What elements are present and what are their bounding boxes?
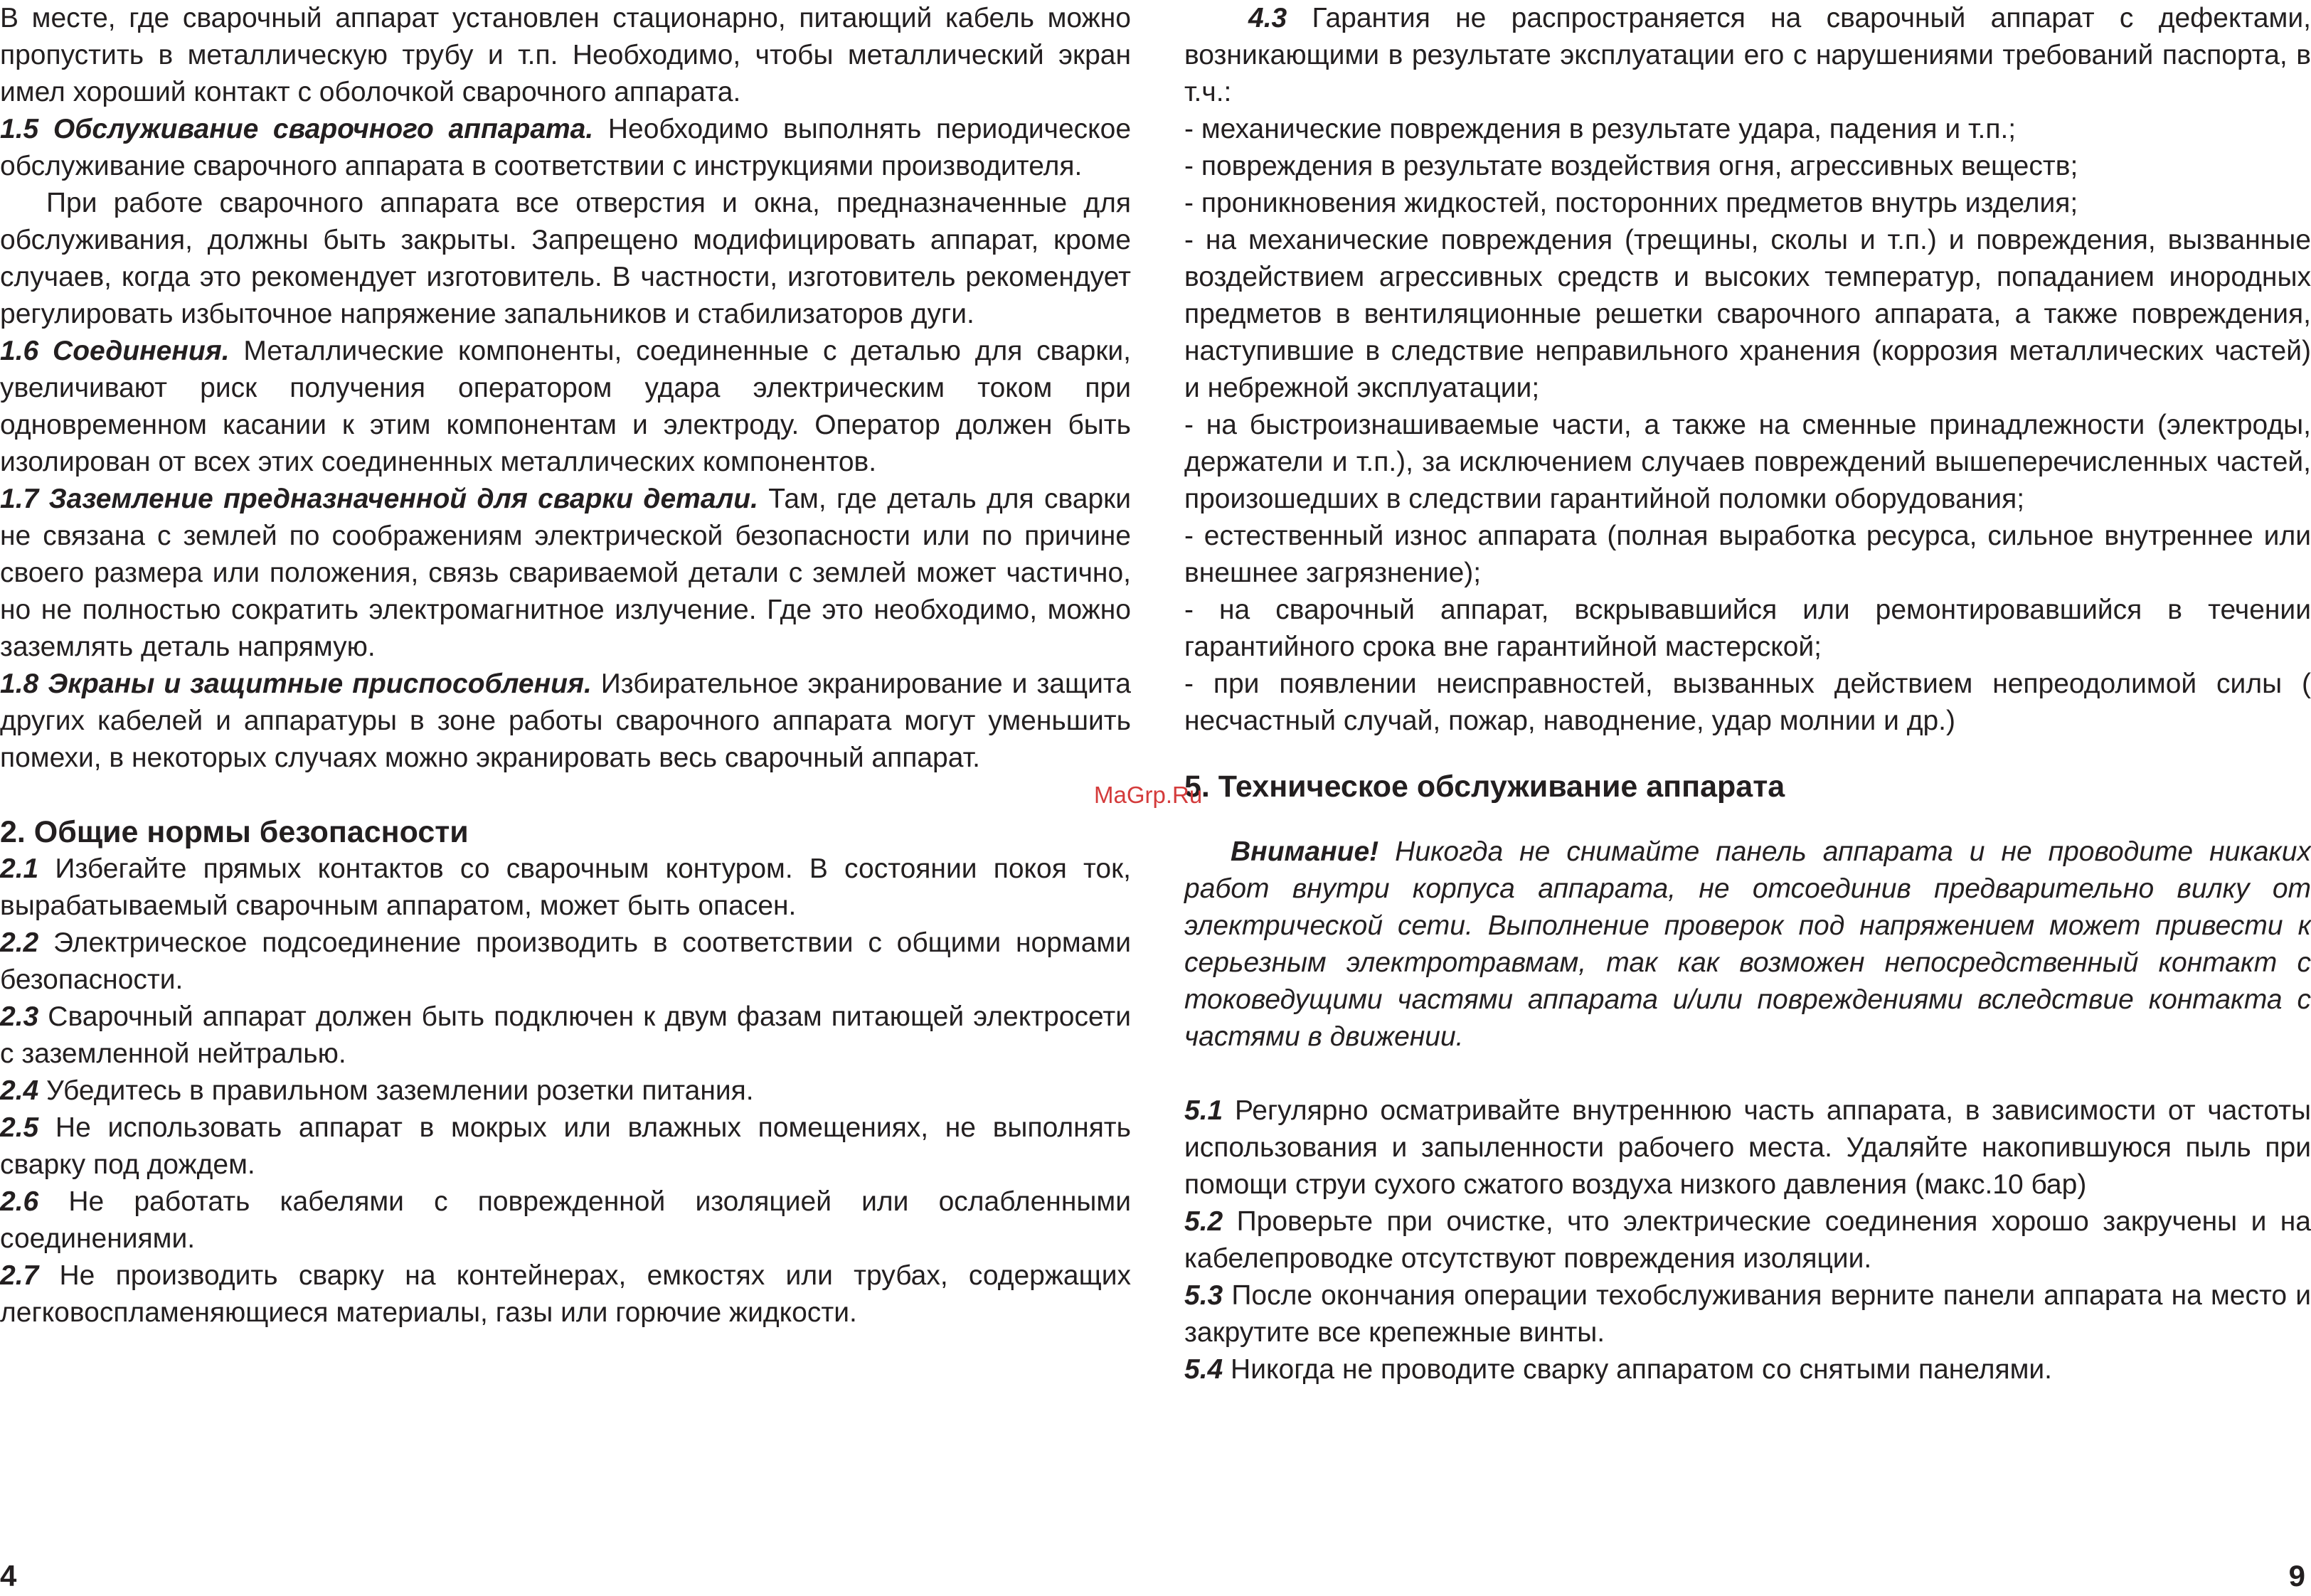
item-text: После окончания операции техобслуживания верните панели аппарата на место и закрутите все крепежные винты.	[1184, 1280, 2311, 1348]
item-2-5	[0, 1110, 1131, 1183]
bullet-item: - на быстроизнашиваемые части, а также на сменные принадлежности (электроды, держатели и т.п.), за исключением случаев повреждений вышеперечисленных частей, произошедших в следствии гарантийной поломки оборудования;	[1184, 410, 2311, 514]
item-text: Электрическое подсоединение производить в соответствии с общими нормами безопасности.	[0, 927, 1131, 995]
item-text: Не производить сварку на контейнерах, емкостях или трубах, содержащих легковоспламеняющиеся материалы, газы или горючие жидкости.	[0, 1260, 1131, 1328]
text-4-3: Гарантия не распространяется на сварочный аппарат с дефектами, возникающими в результате эксплуатации его с нарушениями требований паспорта, в т.ч.:	[1184, 3, 2311, 107]
item-2-7	[0, 1257, 1131, 1331]
item-number: 5.3	[1184, 1280, 1223, 1311]
paragraph-cable: В месте, где сварочный аппарат установлен стационарно, питающий кабель можно пропустить в металлическую трубу и т.п. Необходимо, чтобы металлический экран имел хороший контакт с оболочкой сварочного аппарата.	[0, 3, 1131, 107]
heading-1-8: 1.8 Экраны и защитные приспособления.	[0, 669, 592, 699]
bullet-item: - механические повреждения в результате удара, падения и т.п.;	[1184, 114, 2017, 144]
warning-text: Никогда не снимайте панель аппарата и не проводите никаких работ внутри корпуса аппарата, не отсоединив предварительно вилку от электрической сети. Выполнение проверок под напряжением может привести к серьезным электротравмам, так как возможен непосредственный контакт с токоведущими частями аппарата и/или повреждениями вследствие контакта с частями в движении.	[1184, 836, 2311, 1052]
item-number: 2.4	[0, 1075, 39, 1106]
item-text: Избегайте прямых контактов со сварочным контуром. В состоянии покоя ток, вырабатываемый сварочным аппаратом, может быть опасен.	[0, 853, 1131, 921]
page-number-left: 4	[0, 1559, 17, 1592]
item-5-4	[1184, 1351, 2311, 1388]
paragraph-work: При работе сварочного аппарата все отверстия и окна, предназначенные для обслуживания, должны быть закрыты. Запрещено модифицировать аппарат, кроме случаев, когда это рекомендует изготовитель. В частности, изготовитель рекомендует регулировать избыточное напряжение запальников и стабилизаторов дуги.	[0, 188, 1131, 329]
paragraph-1-7	[0, 481, 1131, 666]
item-2-4	[0, 1073, 1131, 1110]
item-text: Никогда не проводите сварку аппаратом со снятыми панелями.	[1223, 1354, 2053, 1385]
warning-paragraph	[1184, 834, 2311, 1055]
item-number: 2.5	[0, 1112, 39, 1143]
text-1-7: Там, где деталь для сварки не связана с землей по соображениям электрической безопасности или по причине своего размера или положения, связь свариваемой детали с землей может частично, но не полностью сократить электромагнитное излучение. Где это необходимо, можно заземлять деталь напрямую.	[0, 484, 1131, 662]
paragraph-4-3	[1184, 0, 2311, 111]
text-1-5: Необходимо выполнять периодическое обслуживание сварочного аппарата в соответствии с инструкциями производителя.	[0, 114, 1132, 181]
paragraph-1-8	[0, 666, 1131, 777]
item-2-6	[0, 1183, 1131, 1257]
bullet-item: - на механические повреждения (трещины, сколы и т.п.) и повреждения, вызванные воздействием агрессивных средств и высоких температур, попаданием инородных предметов в вентиляционные решетки сварочного аппарата, а также повреждения, наступившие в следствие неправильного хранения (коррозия металлических частей) и небрежной эксплуатации;	[1184, 225, 2311, 403]
paragraph-1-6	[0, 333, 1131, 481]
left-page-column	[0, 0, 1131, 1331]
text-1-8: Избирательное экранирование и защита других кабелей и аппаратуры в зоне работы сварочного аппарата могут уменьшить помехи, в некоторых случаях можно экранировать весь сварочный аппарат.	[0, 669, 1131, 773]
heading-1-7: 1.7 Заземление предназначенной для сварки детали.	[0, 484, 758, 514]
item-number: 2.2	[0, 927, 39, 958]
item-text: Сварочный аппарат должен быть подключен к двум фазам питающей электросети с заземленной нейтралью.	[0, 1001, 1131, 1069]
heading-1-6: 1.6 Соединения.	[0, 336, 230, 366]
item-number: 2.7	[0, 1260, 39, 1291]
item-2-2	[0, 925, 1131, 999]
item-number: 5.1	[1184, 1095, 1223, 1126]
item-number: 2.3	[0, 1001, 39, 1032]
bullet-item: - естественный износ аппарата (полная выработка ресурса, сильное внутреннее или внешнее загрязнение);	[1184, 521, 2311, 588]
right-page-column	[1184, 0, 2311, 1388]
item-2-1	[0, 851, 1131, 925]
warning-label: Внимание!	[1231, 836, 1379, 867]
section-2-title: 2. Общие нормы безопасности	[0, 815, 469, 849]
item-number: 5.4	[1184, 1354, 1223, 1385]
text-1-6: Металлические компоненты, соединенные с деталью для сварки, увеличивают риск получения оператором удара электрическим током при одновременном касании к этим компонентам и электроду. Оператор должен быть изолирован от всех этих соединенных металлических компонентов.	[0, 336, 1132, 477]
bullet-item: - повреждения в результате воздействия огня, агрессивных веществ;	[1184, 151, 2078, 181]
bullet-item: - проникновения жидкостей, посторонних предметов внутрь изделия;	[1184, 188, 2078, 218]
paragraph-1-5	[0, 111, 1131, 185]
heading-4-3: 4.3	[1248, 3, 1287, 33]
item-number: 2.6	[0, 1186, 39, 1217]
bullet-item: - на сварочный аппарат, вскрывавшийся или ремонтировавшийся в течении гарантийного срока вне гарантийной мастерской;	[1184, 595, 2311, 662]
item-text: Не работать кабелями с поврежденной изоляцией или ослабленными соединениями.	[0, 1186, 1131, 1254]
item-5-2	[1184, 1203, 2311, 1277]
heading-1-5: 1.5 Обслуживание сварочного аппарата.	[0, 114, 594, 144]
item-5-1	[1184, 1092, 2311, 1203]
item-text: Не использовать аппарат в мокрых или влажных помещениях, не выполнять сварку под дождем.	[0, 1112, 1131, 1180]
item-number: 2.1	[0, 853, 39, 884]
item-text: Регулярно осматривайте внутреннюю часть аппарата, в зависимости от частоты использования и запыленности рабочего места. Удаляйте накопившуюся пыль при помощи струи сухого сжатого воздуха низкого давления (макс.10 бар)	[1184, 1095, 2311, 1200]
item-number: 5.2	[1184, 1206, 1223, 1237]
item-5-3	[1184, 1277, 2311, 1351]
bullet-item: - при появлении неисправностей, вызванных действием непреодолимой силы ( несчастный случай, пожар, наводнение, удар молнии и др.)	[1184, 669, 2311, 736]
item-text: Убедитесь в правильном заземлении розетки питания.	[38, 1075, 754, 1106]
page-number-right: 9	[2288, 1559, 2305, 1592]
item-2-3	[0, 999, 1131, 1073]
item-text: Проверьте при очистке, что электрические соединения хорошо закручены и на кабелепроводке отсутствуют повреждения изоляции.	[1184, 1206, 2311, 1274]
watermark: MaGrp.Ru	[1094, 782, 1203, 808]
section-5-title: 5. Техническое обслуживание аппарата	[1184, 770, 1785, 804]
